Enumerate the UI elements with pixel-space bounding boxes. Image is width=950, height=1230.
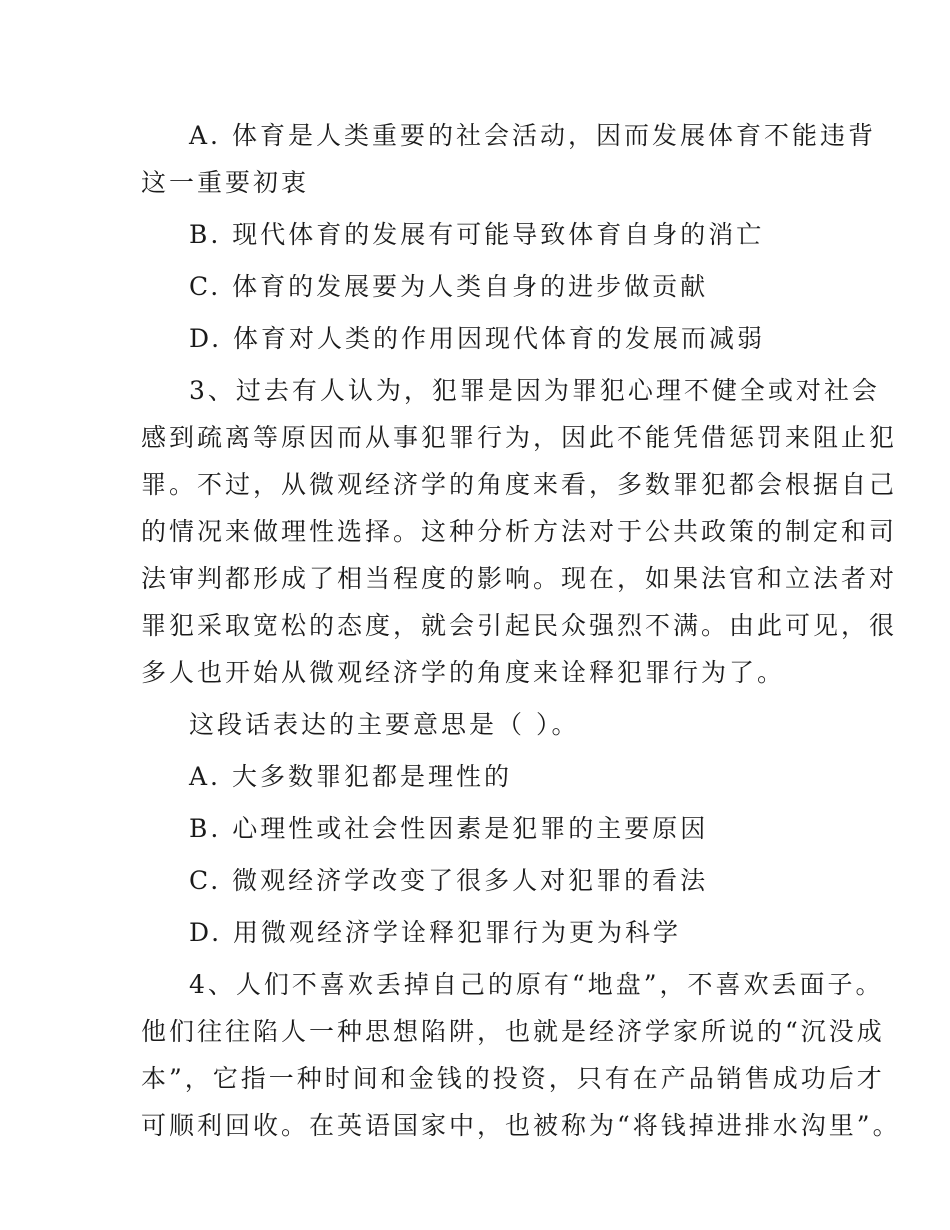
q4-passage-line: 可顺利回收。在英语国家中，也被称为“将钱掉进排水沟里”。	[141, 1111, 901, 1140]
q2-option-d: D. 体育对人类的作用因现代体育的发展而减弱	[189, 324, 766, 353]
q3-passage-line: 罪。不过，从微观经济学的角度来看，多数罪犯都会根据自己	[141, 470, 898, 499]
q4-passage-line: 他们往往陷人一种思想陷阱，也就是经济学家所说的“沉没成	[141, 1017, 885, 1046]
q3-option-c: C. 微观经济学改变了很多人对犯罪的看法	[189, 866, 709, 895]
q3-question: 这段话表达的主要意思是（ ）。	[189, 710, 580, 739]
q4-passage-line: 本”，它指一种时间和金钱的投资，只有在产品销售成功后才	[141, 1064, 885, 1093]
q3-option-b: B. 心理性或社会性因素是犯罪的主要原因	[189, 814, 709, 843]
q4-passage-line: 4、人们不喜欢丢掉自己的原有“地盘”，不喜欢丢面子。	[189, 970, 884, 999]
q2-option-a-line2: 这一重要初衷	[141, 168, 310, 197]
q3-passage-line: 感到疏离等原因而从事犯罪行为，因此不能凭借惩罚来阻止犯	[141, 423, 898, 452]
q3-option-a: A. 大多数罪犯都是理性的	[189, 762, 512, 791]
q2-option-b: B. 现代体育的发展有可能导致体育自身的消亡	[189, 220, 765, 249]
q3-passage-line: 的情况来做理性选择。这种分析方法对于公共政策的制定和司	[141, 517, 898, 546]
q3-passage-line: 法审判都形成了相当程度的影响。现在，如果法官和立法者对	[141, 564, 898, 593]
q2-option-a-line1: A. 体育是人类重要的社会活动，因而发展体育不能违背	[189, 121, 876, 150]
q3-passage-line: 3、过去有人认为，犯罪是因为罪犯心理不健全或对社会	[189, 376, 880, 405]
q2-option-c: C. 体育的发展要为人类自身的进步做贡献	[189, 272, 709, 301]
q3-passage-line: 罪犯采取宽松的态度，就会引起民众强烈不满。由此可见，很	[141, 611, 898, 640]
q3-option-d: D. 用微观经济学诠释犯罪行为更为科学	[189, 918, 682, 947]
q3-passage-line: 多人也开始从微观经济学的角度来诠释犯罪行为了。	[141, 658, 786, 687]
